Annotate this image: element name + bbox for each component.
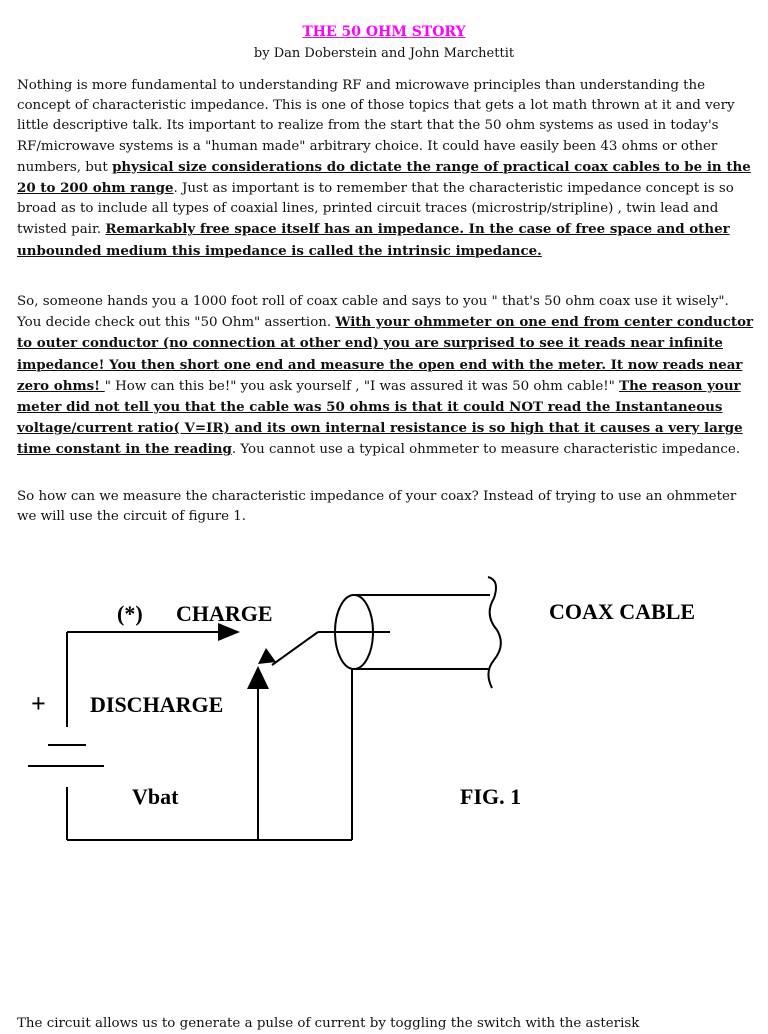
vbat-label: Vbat [132,784,179,809]
p2-text-2: " How can this be!" you ask yourself , "I was assured it was 50 ohm cable!" [104,378,620,394]
p1-text-2: . Just as important is to remember that the characteristic impedance concept is so broad as to include all types of coaxial lines, printed circuit traces (microstrip/stripline) , twin lead and twisted pair. [17,181,734,238]
plus-sign: + [31,689,46,718]
p1-bold-1: physical size considerations do dictate the range of practical coax cables to be in the 20 to 200 ohm range [17,158,751,197]
charge-label: CHARGE [176,601,273,626]
discharge-label: DISCHARGE [90,692,224,717]
p2-text-3: . You cannot use a typical ohmmeter to measure characteristic impedance. [231,442,741,458]
switch-asterisk-label: (*) [117,601,143,626]
continuation-text: The circuit allows us to generate a pulse of current by toggling the switch with the asterisk [17,1016,640,1031]
switch-arm [272,632,318,665]
coax-cable-label: COAX CABLE [549,599,696,624]
byline: by Dan Doberstein and John Marchettit [253,46,515,61]
discharge-arrowhead [247,666,269,689]
document-title: THE 50 OHM STORY [302,24,466,40]
coax-break-line [488,577,501,688]
p2-bold-1: With your ohmmeter on one end from center conductor to outer conductor (no connection at other end) you are surprised to see it reads near infinite impedance! You then short one end and measure the open end with the meter. It now reads near zero ohms! [17,314,754,394]
p1-bold-2: Remarkably free space itself has an impedance. In the case of free space and other unbounded medium this impedance is called the intrinsic impedance. [17,221,730,259]
figure-number-label: FIG. 1 [460,784,522,809]
p1-text-1: Nothing is more fundamental to understanding RF and microwave principles than understanding the concept of characteristic impedance. This is one of those topics that gets a lot math thrown at it and very little descriptive talk. Its important to realize from the start that the 50 ohm systems as used in today's RF/microwave systems is a "human made" arbitrary choice. It could have easily been 43 ohms or other numbers, but [17,78,735,175]
p2-bold-2: The reason your meter did not tell you that the cable was 50 ohms is that it could NOT read the Instantaneous voltage/current ratio( V=IR) and its own internal resistance is so high that it causes a very large time constant in the reading [17,377,743,458]
paragraph-1 [17,76,757,262]
p2-text-1: So, someone hands you a 1000 foot roll of coax cable and says to you " that's 50 ohm coax use it wisely". You decide check out this "50 Ohm" assertion. [17,294,729,331]
figure-1-circuit [0,560,768,860]
switch-arrowhead [258,648,276,664]
paragraph-2 [17,292,757,461]
paragraph-3: So how can we measure the characteristic impedance of your coax? Instead of trying to use an ohmmeter we will use the circuit of figure 1. [17,489,737,525]
